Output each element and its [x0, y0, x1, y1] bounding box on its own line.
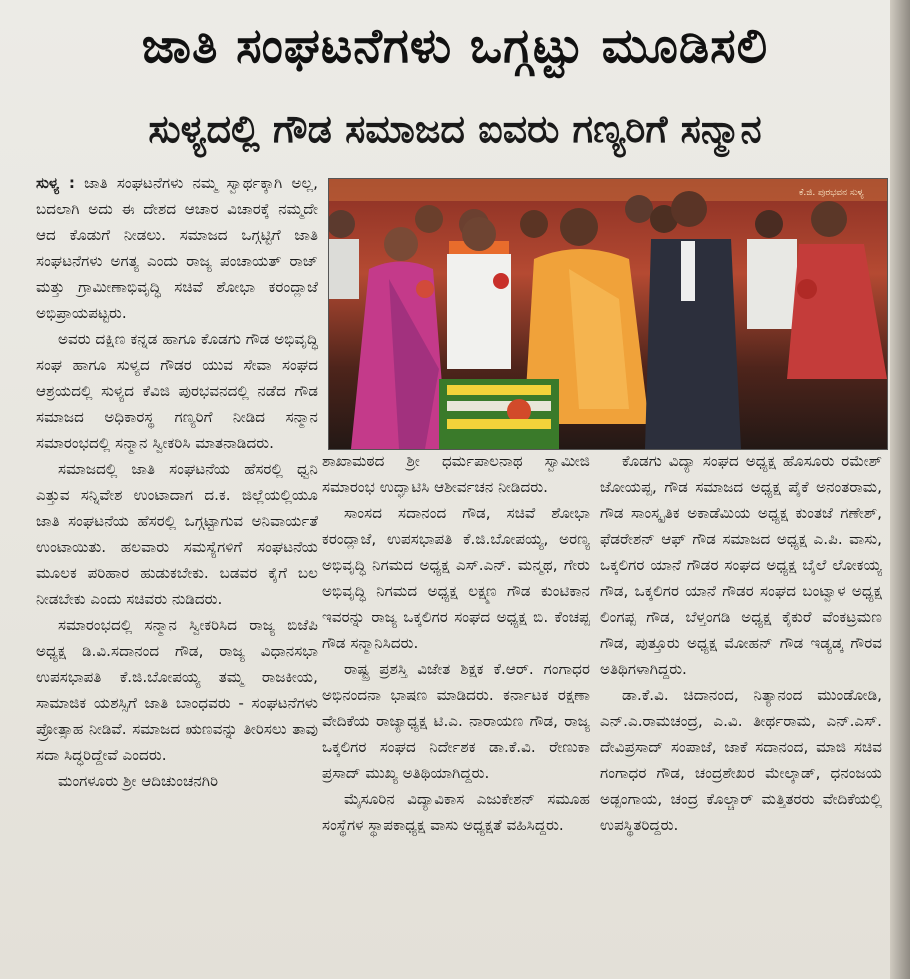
event-photo-drawing — [329, 179, 887, 449]
paragraph — [36, 170, 318, 326]
headline: ಜಾತಿ ಸಂಘಟನೆಗಳು ಒಗ್ಗಟ್ಟು ಮೂಡಿಸಲಿ — [141, 18, 769, 74]
paragraph: ಸಾಂಸದ ಸದಾನಂದ ಗೌಡ, ಸಚಿವೆ ಶೋಭಾ ಕರಂದ್ಲಾಜೆ, ಉಪಸಭಾಪತಿ ಕೆ.ಜಿ.ಬೋಪಯ್ಯ, ಅರಣ್ಯ ಅಭಿವೃದ್ಧಿ ನಿಗಮದ ಅಧ್ಯಕ್ಷ ಎಸ್.ಎನ್. ಮನ್ಮಥ, ಗೇರು ಅಭಿವೃದ್ಧಿ ನಿಗಮದ ಅಧ್ಯಕ್ಷ ಲಕ್ಷ್ಮಣ ಗೌಡ ಕುಂಟಿಕಾನ ಇವರನ್ನು ರಾಜ್ಯ ಒಕ್ಕಲಿಗರ ಸಂಘದ ಅಧ್ಯಕ್ಷ ಬಿ. ಕೆಂಚಪ್ಪ ಗೌಡ ಸನ್ಮಾನಿಸಿದರು. — [322, 504, 590, 652]
paragraph-text: ಜಾತಿ ಸಂಘಟನೆಗಳು ನಮ್ಮ ಸ್ವಾರ್ಥಕ್ಕಾಗಿ ಅಲ್ಲ, ಬದಲಾಗಿ ಅದು ಈ ದೇಶದ ಆಚಾರ ವಿಚಾರಕ್ಕೆ ನಮ್ಮದೇ ಆದ ಕೊಡುಗೆ ನೀಡಲು. ಸಮಾಜದ ಒಗ್ಗಟ್ಟಿಗೆ ಜಾತಿ ಸಂಘಟನೆಗಳು ಅಗತ್ಯ ಎಂದು ರಾಜ್ಯ ಪಂಚಾಯತ್ ರಾಜ್ ಮತ್ತು ಗ್ರಾಮೀಣಾಭಿವೃದ್ಧಿ ಸಚಿವೆ ಶೋಭಾ ಕರಂದ್ಲಾಜೆ ಅಭಿಪ್ರಾಯಪಟ್ಟರು. — [36, 174, 318, 322]
paragraph: ಕೊಡಗು ವಿದ್ಯಾ ಸಂಘದ ಅಧ್ಯಕ್ಷ ಹೊಸೂರು ರಮೇಶ್ ಜೋಯಪ್ಪ, ಗೌಡ ಸಮಾಜದ ಅಧ್ಯಕ್ಷ ಪೈಕೆ ಅನಂತರಾಮ, ಗೌಡ ಸಾಂಸ್ಕೃತಿಕ ಅಕಾಡೆಮಿಯ ಅಧ್ಯಕ್ಷ ಕುಂತಜೆ ಗಣೇಶ್, ಫೆಡರೇಶನ್ ಆಫ್ ಗೌಡ ಸಮಾಜದ ಅಧ್ಯಕ್ಷ ಎ.ಪಿ. ವಾಸು, ಒಕ್ಕಲಿಗರ ಯಾನೆ ಗೌಡರ ಸಂಘದ ಅಧ್ಯಕ್ಷ ಬೈಲೆ ಲೋಕಯ್ಯ ಗೌಡ, ಒಕ್ಕಲಿಗರ ಯಾನೆ ಗೌಡರ ಸಂಘದ ಬಂಟ್ವಾಳ ಅಧ್ಯಕ್ಷ ಲಿಂಗಪ್ಪ ಗೌಡ, ಬೆಳ್ತಂಗಡಿ ಅಧ್ಯಕ್ಷ ಕೈಕುರೆ ವೆಂಕಟ್ರಮಣ ಗೌಡ, ಪುತ್ತೂರು ಅಧ್ಯಕ್ಷ ಮೋಹನ್ ಗೌಡ ಇಡ್ಯಡ್ಕ ಗೌರವ ಅತಿಥಿಗಳಾಗಿದ್ದರು. — [600, 452, 882, 678]
dateline: ಸುಳ್ಯ : — [36, 174, 75, 192]
article-column-1 — [36, 170, 318, 960]
article-column-2 — [322, 448, 590, 948]
paragraph: ಶಾಖಾಮಠದ ಶ್ರೀ ಧರ್ಮಪಾಲನಾಥ ಸ್ವಾಮೀಜಿ ಸಮಾರಂಭ ಉದ್ಘಾಟಿಸಿ ಆಶೀರ್ವಚನ ನೀಡಿದರು. — [322, 452, 590, 496]
paragraph: ರಾಷ್ಟ್ರ ಪ್ರಶಸ್ತಿ ವಿಜೇತ ಶಿಕ್ಷಕ ಕೆ.ಆರ್. ಗಂಗಾಧರ ಅಭಿನಂದನಾ ಭಾಷಣ ಮಾಡಿದರು. ಕರ್ನಾಟಕ ರಕ್ಷಣಾ ವೇದಿಕೆಯ ರಾಜ್ಯಾಧ್ಯಕ್ಷ ಟಿ.ಎ. ನಾರಾಯಣ ಗೌಡ, ರಾಜ್ಯ ಒಕ್ಕಲಿಗರ ಸಂಘದ ನಿರ್ದೇಶಕ ಡಾ.ಕೆ.ವಿ. ರೇಣುಕಾ ಪ್ರಸಾದ್ ಮುಖ್ಯ ಅತಿಥಿಯಾಗಿದ್ದರು. — [322, 660, 590, 782]
subheadline: ಸುಳ್ಯದಲ್ಲಿ ಗೌಡ ಸಮಾಜದ ಐವರು ಗಣ್ಯರಿಗೆ ಸನ್ಮಾನ — [148, 107, 762, 151]
photo-banner-text: ಕೆ.ಜಿ. ಪುರಭವನ ಸುಳ್ಯ — [799, 188, 864, 198]
paragraph: ಡಾ.ಕೆ.ವಿ. ಚಿದಾನಂದ, ನಿತ್ಯಾನಂದ ಮುಂಡೋಡಿ, ಎನ್.ಎ.ರಾಮಚಂದ್ರ, ಎ.ವಿ. ತೀರ್ಥರಾಮ, ಎನ್.ಎಸ್. ದೇವಿಪ್ರಸಾದ್ ಸಂಪಾಜೆ, ಜಾಕೆ ಸದಾನಂದ, ಮಾಜಿ ಸಚಿವ ಗಂಗಾಧರ ಗೌಡ, ಚಂದ್ರಶೇಖರ ಮೇಲ್ಕಾಡ್, ಧನಂಜಯ ಅಡ್ಪಂಗಾಯ, ಚಂದ್ರ ಕೊಲ್ಚಾರ್ ಮತ್ತಿತರರು ವೇದಿಕೆಯಲ್ಲಿ ಉಪಸ್ಥಿತರಿದ್ದರು. — [600, 686, 882, 834]
page-edge — [890, 0, 910, 979]
paragraph: ಸಮಾಜದಲ್ಲಿ ಜಾತಿ ಸಂಘಟನೆಯ ಹೆಸರಲ್ಲಿ ಧ್ವನಿ ಎತ್ತುವ ಸನ್ನಿವೇಶ ಉಂಟಾದಾಗ ದ.ಕ. ಜಿಲ್ಲೆಯಲ್ಲಿಯೂ ಜಾತಿ ಸಂಘಟನೆಯ ಹೆಸರಲ್ಲಿ ಒಗ್ಗಟ್ಟಾಗುವ ಅನಿವಾರ್ಯತೆ ಉಂಟಾಯಿತು. ಹಲವಾರು ಸಮಸ್ಯೆಗಳಿಗೆ ಸಂಘಟನೆಯ ಮೂಲಕ ಪರಿಹಾರ ಹುಡುಕಬೇಕು. ಬಡವರ ಕೈಗೆ ಬಲ ನೀಡಬೇಕು ಎಂದು ಸಚಿವರು ನುಡಿದರು. — [36, 460, 318, 608]
paragraph: ಮಂಗಳೂರು ಶ್ರೀ ಆದಿಚುಂಚನಗಿರಿ — [58, 772, 219, 790]
paragraph: ಅವರು ದಕ್ಷಿಣ ಕನ್ನಡ ಹಾಗೂ ಕೊಡಗು ಗೌಡ ಅಭಿವೃದ್ಧಿ ಸಂಘ ಹಾಗೂ ಸುಳ್ಯದ ಗೌಡರ ಯುವ ಸೇವಾ ಸಂಘದ ಆಶ್ರಯದಲ್ಲಿ ಸುಳ್ಯದ ಕೆವಿಜಿ ಪುರಭವನದಲ್ಲಿ ನಡೆದ ಗೌಡ ಸಮಾಜದ ಅಧಿಕಾರಸ್ಥ ಗಣ್ಯರಿಗೆ ನೀಡಿದ ಸನ್ಮಾನ ಸಮಾರಂಭದಲ್ಲಿ ಸನ್ಮಾನ ಸ್ವೀಕರಿಸಿ ಮಾತನಾಡಿದರು. — [36, 330, 318, 452]
event-photo — [328, 178, 888, 450]
paragraph: ಸಮಾರಂಭದಲ್ಲಿ ಸನ್ಮಾನ ಸ್ವೀಕರಿಸಿದ ರಾಜ್ಯ ಬಿಜೆಪಿ ಅಧ್ಯಕ್ಷ ಡಿ.ವಿ.ಸದಾನಂದ ಗೌಡ, ರಾಜ್ಯ ವಿಧಾನಸಭಾ ಉಪಸಭಾಪತಿ ಕೆ.ಜಿ.ಬೋಪಯ್ಯ ತಮ್ಮ ರಾಜಕೀಯ, ಸಾಮಾಜಿಕ ಯಶಸ್ಸಿಗೆ ಜಾತಿ ಬಾಂಧವರು - ಸಂಘಟನೆಗಳು ಪ್ರೋತ್ಸಾಹ ನೀಡಿವೆ. ಸಮಾಜದ ಋಣವನ್ನು ತೀರಿಸಲು ತಾವು ಸದಾ ಸಿದ್ಧರಿದ್ದೇವೆ ಎಂದರು. — [36, 616, 318, 764]
article-column-3 — [600, 448, 882, 953]
paragraph: ಮೈಸೂರಿನ ವಿದ್ಯಾವಿಕಾಸ ಎಜುಕೇಶನ್ ಸಮೂಹ ಸಂಸ್ಥೆಗಳ ಸ್ಥಾಪಕಾಧ್ಯಕ್ಷ ವಾಸು ಅಧ್ಯಕ್ಷತೆ ವಹಿಸಿದ್ದರು. — [322, 790, 590, 834]
